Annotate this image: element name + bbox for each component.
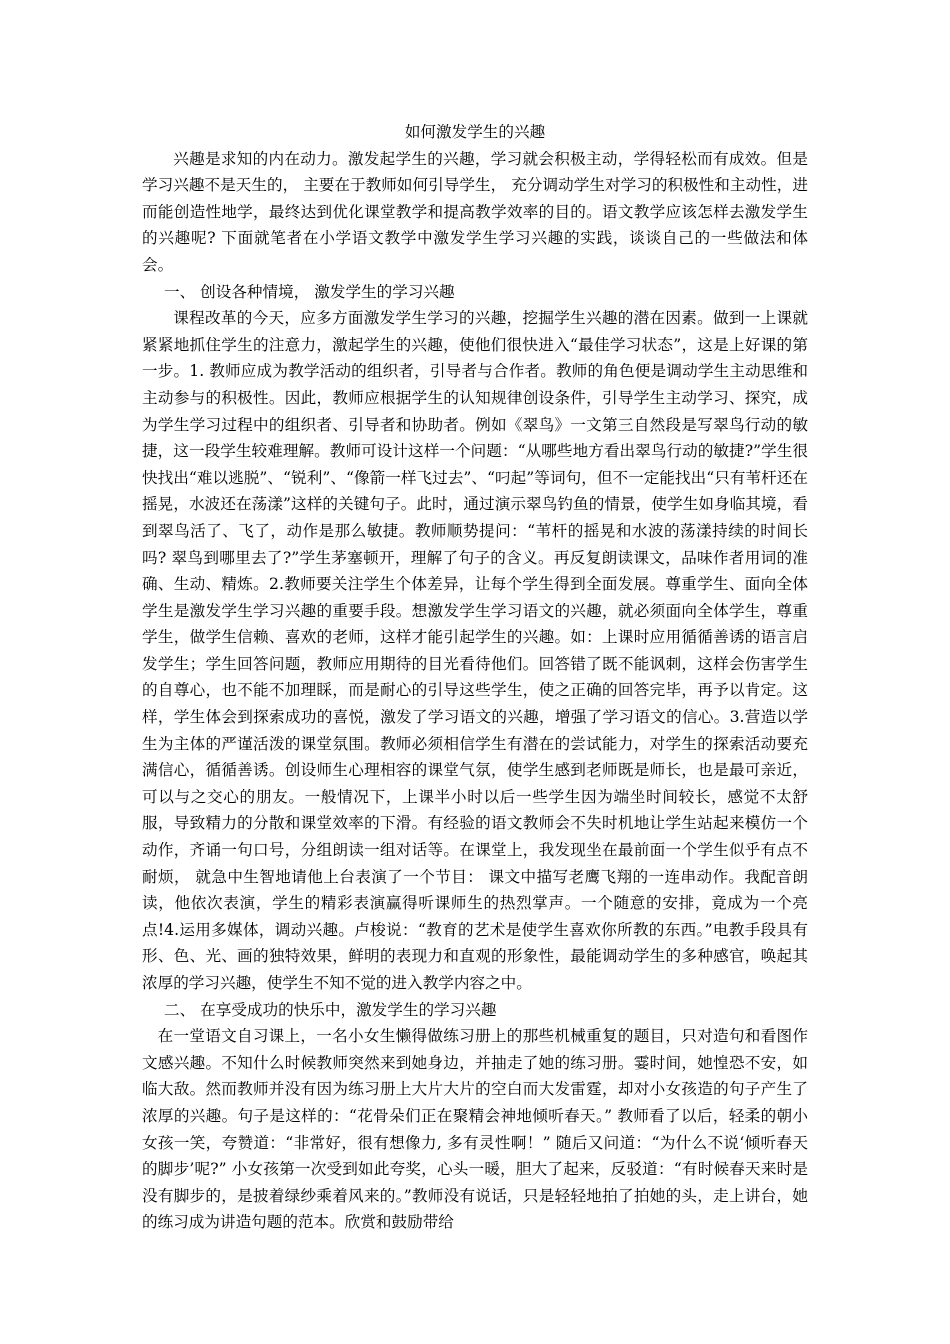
document-page <box>142 119 808 1236</box>
section-2-heading: 二、 在享受成功的快乐中，激发学生的学习兴趣 <box>164 1000 497 1019</box>
section-1-paragraph: 课程改革的今天，应多方面激发学生学习的兴趣，挖掘学生兴趣的潜在因素。做到一上课就紧紧地抓住学生的注意力，激起学生的兴趣，使他们很快进入“最佳学习状态”，这是上好课的第一步。1. 教师应成为教学活动的组织者，引导者与合作者。教师的角色便是调动学生主动思维和主动参与的积极性。因此，教师应根据学生的认知规律创设条件，引导学生主动学习、探究，成为学生学习过程中的组织者、引导者和协助者。例如《翠鸟》一文第三自然段是写翠鸟行动的敏捷，这一段学生较难理解。教师可设计这样一个问题：“从哪些地方看出翠鸟行动的敏捷?”学生很快找出“难以逃脱”、“锐利”、“像箭一样飞过去”、“叼起”等词句，但不一定能找出“只有苇杆还在摇晃，水波还在荡漾”这样的关键句子。此时，通过演示翠鸟钓鱼的情景，使学生如身临其境，看到翠鸟活了、飞了，动作是那么敏捷。教师顺势提问：“苇杆的摇晃和水波的荡漾持续的时间长吗? 翠鸟到哪里去了?”学生茅塞顿开，理解了句子的含义。再反复朗读课文，品味作者用词的准确、生动、精炼。2.教师要关注学生个体差异，让每个学生得到全面发展。尊重学生、面向全体学生是激发学生学习兴趣的重要手段。想激发学生学习语文的兴趣，就必须面向全体学生，尊重学生，做学生信赖、喜欢的老师，这样才能引起学生的兴趣。如：上课时应用循循善诱的语言启发学生；学生回答问题，教师应用期待的目光看待他们。回答错了既不能讽刺，这样会伤害学生的自尊心，也不能不加理睬，而是耐心的引导这些学生，使之正确的回答完毕，再予以肯定。这样，学生体会到探索成功的喜悦，激发了学习语文的兴趣，增强了学习语文的信心。3.营造以学生为主体的严谨活泼的课堂氛围。教师必须相信学生有潜在的尝试能力，对学生的探索活动要充满信心，循循善诱。创设师生心理相容的课堂气氛，使学生感到老师既是师长，也是最可亲近，可以与之交心的朋友。一般情况下，上课半小时以后一些学生因为端坐时间较长，感觉不太舒服，导致精力的分散和课堂效率的下滑。有经验的语文教师会不失时机地让学生站起来模仿一个动作，齐诵一句口号，分组朗读一组对话等。在课堂上，我发现坐在最前面一个学生似乎有点不耐烦， 就急中生智地请他上台表演了一个节目： 课文中描写老鹰飞翔的一连串动作。我配音朗读，他依次表演，学生的精彩表演赢得听课师生的热烈掌声。一个随意的安排，竟成为一个亮点!4.运用多媒体，调动兴趣。卢梭说：“教育的艺术是使学生喜欢你所教的东西。”电教手段具有形、色、光、画的独特效果，鲜明的表现力和直观的形象性，最能调动学生的多种感官，唤起其浓厚的学习兴趣，使学生不知不觉的进入教学内容之中。 <box>142 309 808 992</box>
document-title: 如何激发学生的兴趣 <box>404 123 546 141</box>
section-2-paragraph: 在一堂语文自习课上，一名小女生懒得做练习册上的那些机械重复的题目，只对造句和看图作文感兴趣。不知什么时候教师突然来到她身边，并抽走了她的练习册。霎时间，她惶恐不安，如临大敌。然而教师并没有因为练习册上大片大片的空白而大发雷霆，却对小女孩造的句子产生了浓厚的兴趣。句子是这样的：“花骨朵们正在聚精会神地倾听春天。” 教师看了以后，轻柔的朝小女孩一笑，夸赞道：“非常好，很有想像力, 多有灵性啊！” 随后又问道：“为什么不说‘倾听春天的脚步’呢?” 小女孩第一次受到如此夸奖，心头一暖，胆大了起来，反驳道：“有时候春天来时是没有脚步的，是披着绿纱乘着风来的。”教师没有说话，只是轻轻地拍了拍她的头，走上讲台，她的练习成为讲造句题的范本。欣赏和鼓励带给 <box>142 1027 808 1232</box>
intro-paragraph: 兴趣是求知的内在动力。激发起学生的兴趣，学习就会积极主动，学得轻松而有成效。但是学习兴趣不是天生的， 主要在于教师如何引导学生， 充分调动学生对学习的积极性和主动性，进而能创造性地学，最终达到优化课堂教学和提高教学效率的目的。语文教学应该怎样去激发学生的兴趣呢? 下面就笔者在小学语文教学中激发学生学习兴趣的实践，谈谈自己的一些做法和体会。 <box>142 149 808 274</box>
section-1-heading: 一、 创设各种情境， 激发学生的学习兴趣 <box>164 282 455 301</box>
